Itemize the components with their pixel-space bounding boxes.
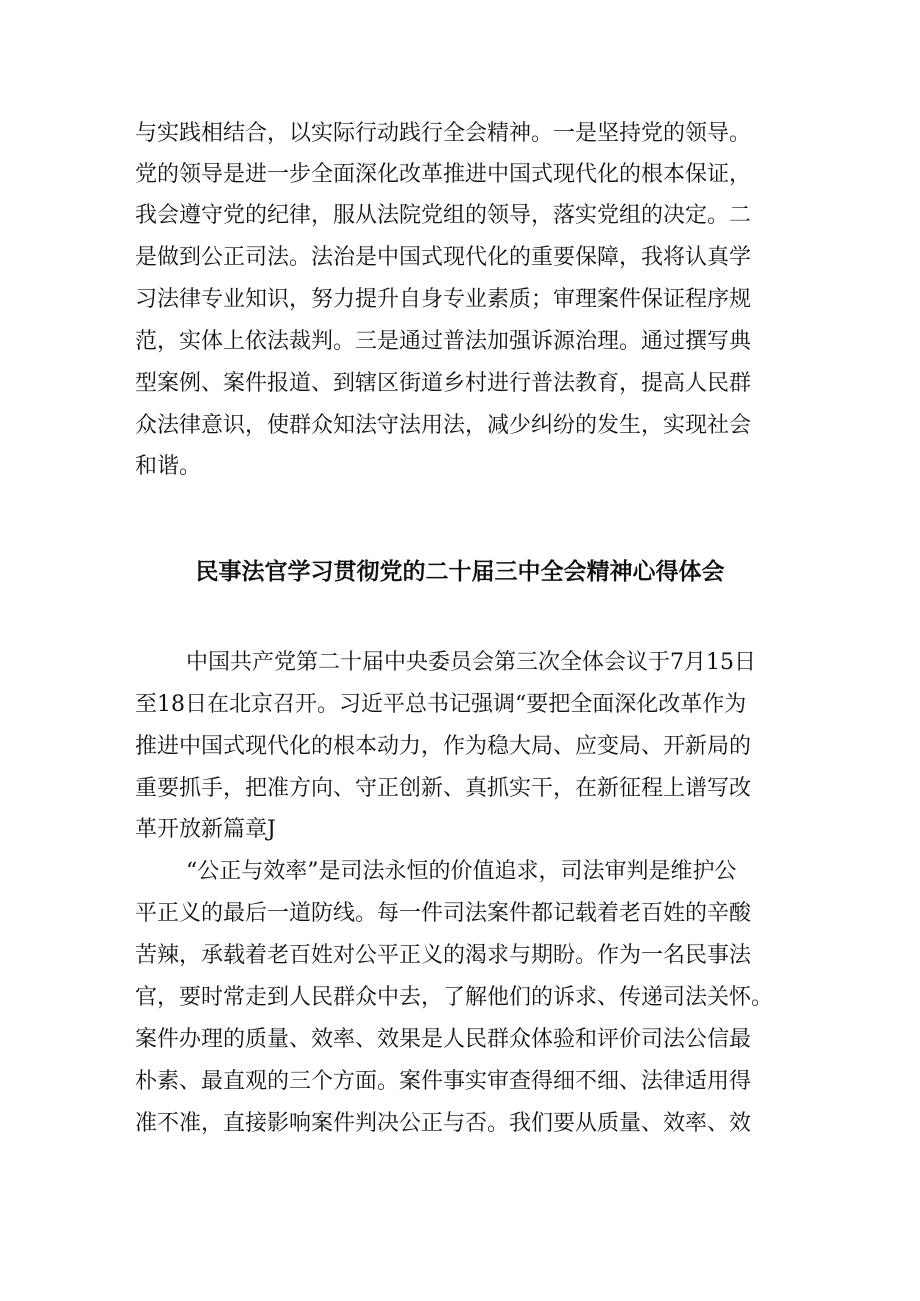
paragraph-line: 苦辣，承载着老百姓对公平正义的渴求与期盼。作为一名民事法 [135, 943, 752, 968]
paragraph-line: “公正与效率”是司法永恒的价值追求，司法审判是维护公 [186, 859, 737, 884]
paragraph-line: 推进中国式现代化的根本动力，作为稳大局、应变局、开新局的 [135, 734, 752, 759]
paragraph-line: 习法律专业知识，努力提升自身专业素质；审理案件保证程序规 [135, 287, 752, 312]
paragraph-line: 案件办理的质量、效率、效果是人民群众体验和评价司法公信最 [135, 1027, 752, 1052]
paragraph-line: 至18日在北京召开。习近平总书记强调“要把全面深化改革作为 [135, 692, 747, 717]
paragraph-line: 型案例、案件报道、到辖区街道乡村进行普法教育，提高人民群 [135, 371, 752, 396]
article-title: 民事法官学习贯彻党的二十届三中全会精神心得体会 [195, 558, 725, 585]
paragraph-line: 党的领导是进一步全面深化改革推进中国式现代化的根本保证， [135, 162, 752, 187]
paragraph-line: 我会遵守党的纪律，服从法院党组的领导，落实党组的决定。二 [135, 203, 752, 228]
paragraph-line: 重要抓手，把准方向、守正创新、真抓实干，在新征程上谱写改 [135, 776, 752, 801]
paragraph-line: 朴素、最直观的三个方面。案件事实审查得细不细、法律适用得 [135, 1069, 752, 1094]
paragraph-line: 与实践相结合，以实际行动践行全会精神。一是坚持党的领导。 [135, 121, 752, 146]
paragraph-line: 官，要时常走到人民群众中去，了解他们的诉求、传递司法关怀。 [135, 985, 774, 1010]
paragraph-line: 范，实体上依法裁判。三是通过普法加强诉源治理。通过撰写典 [135, 329, 752, 354]
paragraph-line: 中国共产党第二十届中央委员会第三次全体会议于7月15日 [186, 650, 756, 675]
paragraph-line: 准不准，直接影响案件判决公正与否。我们要从质量、效率、效 [135, 1111, 752, 1136]
paragraph-line: 是做到公正司法。法治是中国式现代化的重要保障，我将认真学 [135, 245, 752, 270]
paragraph-line: 平正义的最后一道防线。每一件司法案件都记载着老百姓的辛酸 [135, 901, 752, 926]
paragraph-line: 众法律意识，使群众知法守法用法，减少纠纷的发生，实现社会 [135, 413, 752, 438]
paragraph-line: 和谐。 [135, 454, 202, 479]
paragraph-line: 革开放新篇章J [135, 817, 276, 842]
